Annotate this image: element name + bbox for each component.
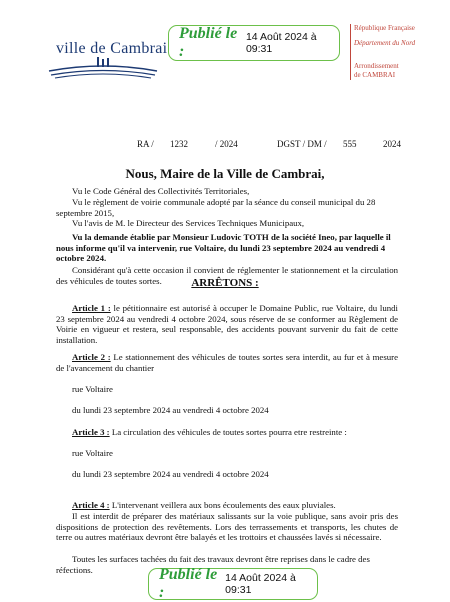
article-2-label: Article 2 : — [72, 352, 111, 362]
published-stamp-top — [168, 25, 340, 61]
article-3 — [72, 427, 347, 438]
published-label-bottom: Publié le : — [159, 566, 218, 601]
dgst-label: DGST / DM / — [277, 139, 327, 149]
vu-reglement: Vu le règlement de voirie communale adopté par la séance du conseil municipal du 28 septembre 2015, — [56, 197, 376, 218]
vu-avis: Vu l'avis de M. le Directeur des Services Techniques Municipaux, — [72, 218, 305, 228]
article-4-p2: Il est interdit de préparer des matériaux salissants sur la voie publique, sans avoir pris des dispositions de protection des revêtements. Lors des terrassements et transports, les chutes de terre ou autres matériaux devront être balayés et les trottoirs et chaussées lavés si nécessaire. — [56, 511, 398, 543]
article-3-text: La circulation des véhicules de toutes sortes pourra etre restreinte : — [109, 427, 347, 437]
published-date-bottom: 14 Août 2024 à 09:31 — [225, 572, 296, 596]
vu-demande: Vu la demande établie par Monsieur Ludovic TOTH de la société Ineo, par laquelle il nous informe qu'il va intervenir, rue Voltaire, du lundi 23 septembre 2024 au vendredi 4 octobre 2024. — [56, 232, 391, 264]
republique-francaise-block — [350, 24, 434, 80]
article-3-period: du lundi 23 septembre 2024 au vendredi 4 octobre 2024 — [72, 469, 269, 479]
page-title: Nous, Maire de la Ville de Cambrai, — [125, 166, 325, 181]
article-2-street: rue Voltaire — [72, 384, 113, 394]
article-4-label: Article 4 : — [72, 500, 110, 510]
article-2 — [56, 352, 398, 373]
article-3-label: Article 3 : — [72, 427, 110, 437]
rf-arrondissement-name: de CAMBRAI — [354, 71, 396, 79]
article-1-text: le pétitionnaire est autorisé à occuper le Domaine Public, rue Voltaire, du lundi 23 septembre 2024 au vendredi 4 octobre 2024, sous réserve de se conformer au Règlement de Voirie en vigueur et restera, seul responsable, des accidents pouvant survenir du fait de cette installation. — [56, 303, 398, 345]
article-2-text: Le stationnement des véhicules de toutes sortes sera interdit, au fur et à mesure de l'avancement du chantier — [56, 352, 398, 373]
rf-line: République Française — [354, 24, 415, 32]
ra-year: / 2024 — [215, 139, 238, 149]
article-2-period: du lundi 23 septembre 2024 au vendredi 4 octobre 2024 — [72, 405, 269, 415]
published-stamp-bottom — [148, 568, 318, 600]
dgst-number: 555 — [343, 139, 357, 149]
rf-department: Département du Nord — [354, 39, 416, 47]
article-4 — [72, 500, 336, 511]
rf-arrondissement: Arrondissement — [354, 62, 399, 70]
city-logo-text: ville de Cambrai — [56, 40, 168, 57]
article-1 — [56, 303, 398, 345]
ra-label: RA / — [137, 139, 154, 149]
article-4-p3: Toutes les surfaces tachées du fait des travaux devront être reprises dans le cadre des réfections. — [56, 554, 370, 575]
article-4-text: L'intervenant veillera aux bons écoulements des eaux pluviales. — [109, 500, 336, 510]
arretons-heading: ARRÊTONS : — [191, 277, 259, 289]
vu-code: Vu le Code Général des Collectivités Territoriales, — [72, 186, 250, 196]
dgst-year: 2024 — [383, 139, 401, 149]
considerant: Considérant qu'à cette occasion il convient de réglementer le stationnement et la circulation des véhicules de toutes sortes. — [56, 265, 398, 286]
article-3-street: rue Voltaire — [72, 448, 113, 458]
article-1-label: Article 1 : — [72, 303, 111, 313]
ra-number: 1232 — [170, 139, 188, 149]
city-logo-skyline-icon — [47, 57, 159, 79]
published-date: 14 Août 2024 à 09:31 — [245, 31, 317, 55]
published-label: Publié le : — [179, 25, 238, 60]
